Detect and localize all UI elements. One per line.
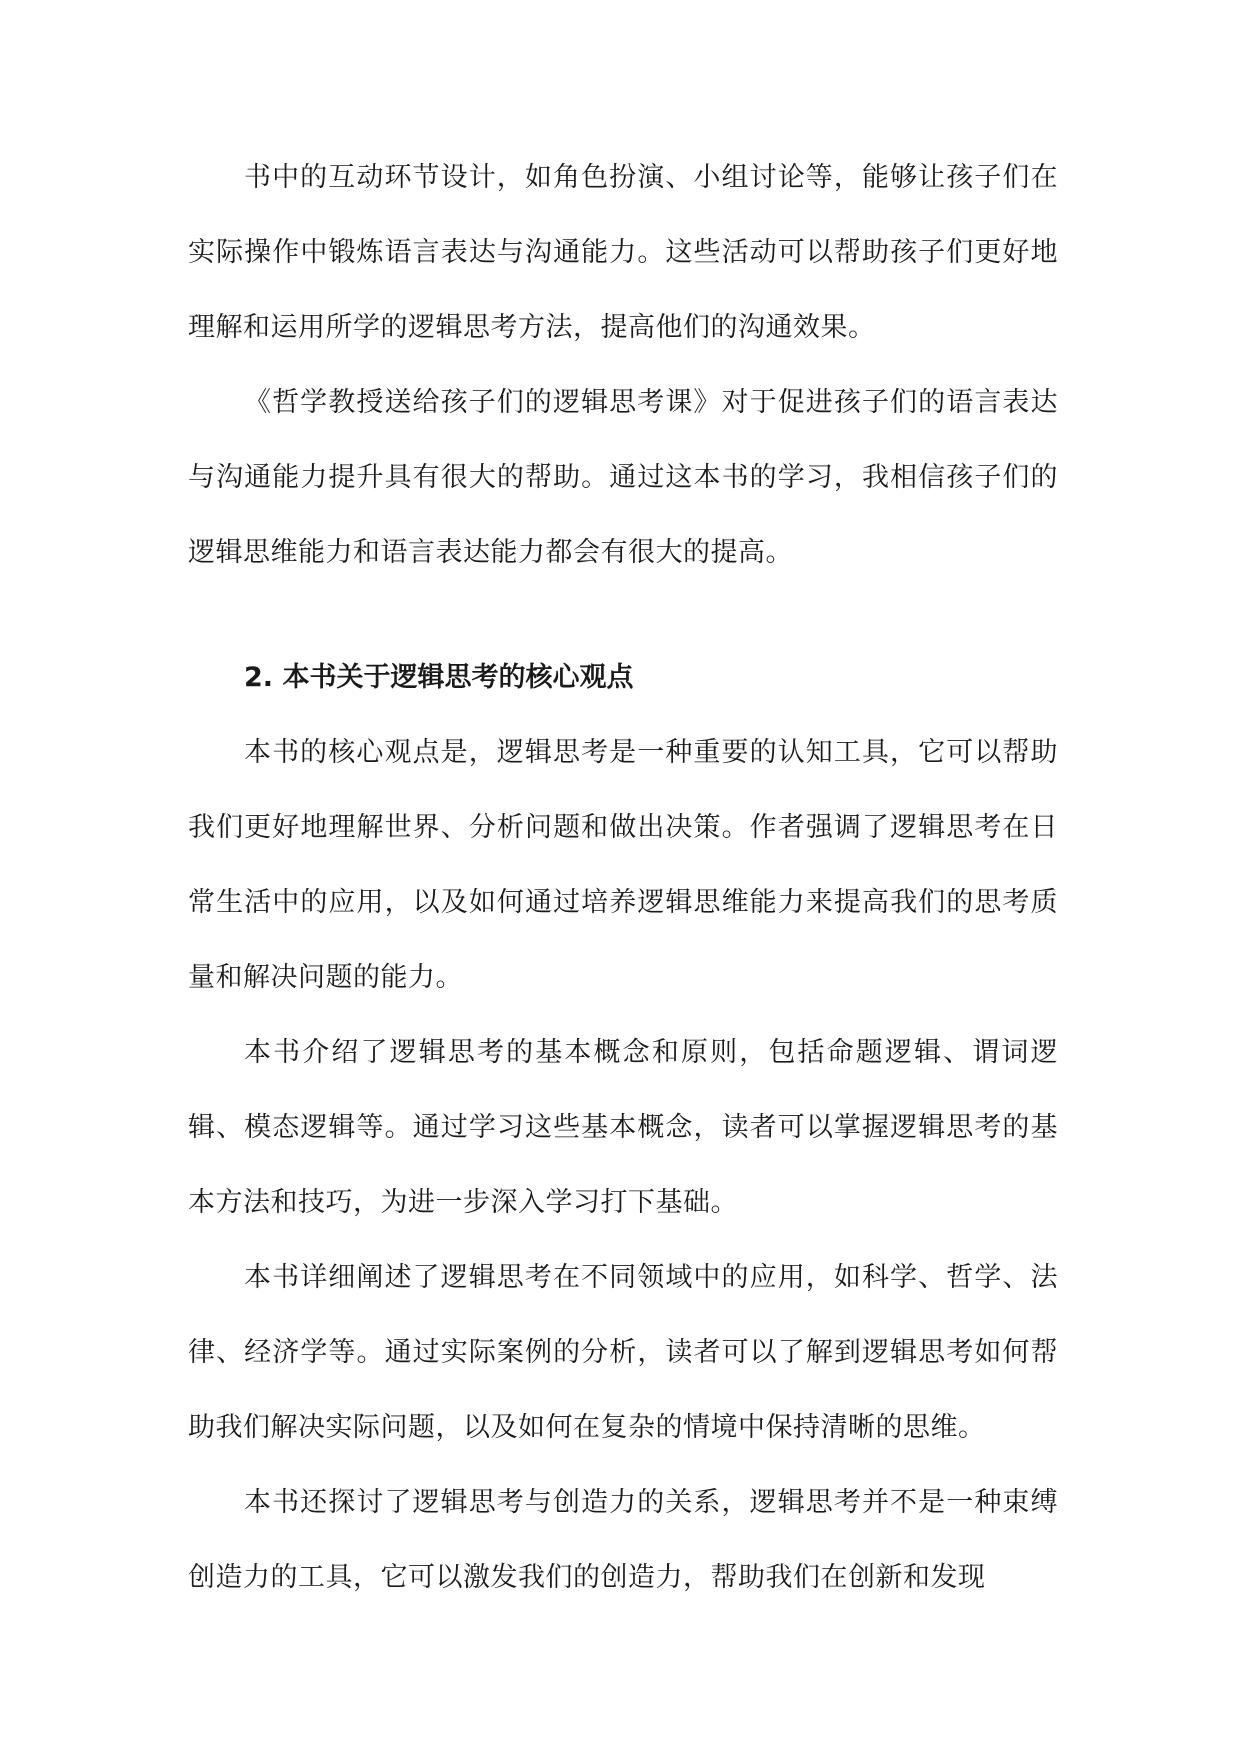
paragraph: 本书还探讨了逻辑思考与创造力的关系，逻辑思考并不是一种束缚创造力的工具，它可以激发我们的创造力，帮助我们在创新和发现 [188,1487,1058,1593]
paragraph: 本书的核心观点是，逻辑思考是一种重要的认知工具，它可以帮助我们更好地理解世界、分析问题和做出决策。作者强调了逻辑思考在日常生活中的应用，以及如何通过培养逻辑思维能力来提高我们的思考质量和解决问题的能力。 [188,737,1058,993]
document-body [188,140,1058,1615]
paragraph: 《哲学教授送给孩子们的逻辑思考课》对于促进孩子们的语言表达与沟通能力提升具有很大的帮助。通过这本书的学习，我相信孩子们的逻辑思维能力和语言表达能力都会有很大的提高。 [188,387,1058,568]
paragraph: 本书详细阐述了逻辑思考在不同领域中的应用，如科学、哲学、法律、经济学等。通过实际案例的分析，读者可以了解到逻辑思考如何帮助我们解决实际问题，以及如何在复杂的情境中保持清晰的思维。 [188,1262,1058,1443]
paragraph: 书中的互动环节设计，如角色扮演、小组讨论等，能够让孩子们在实际操作中锻炼语言表达与沟通能力。这些活动可以帮助孩子们更好地理解和运用所学的逻辑思考方法，提高他们的沟通效果。 [188,162,1058,343]
paragraph: 本书介绍了逻辑思考的基本概念和原则，包括命题逻辑、谓词逻辑、模态逻辑等。通过学习这些基本概念，读者可以掌握逻辑思考的基本方法和技巧，为进一步深入学习打下基础。 [188,1037,1058,1218]
section-heading: 2. 本书关于逻辑思考的核心观点 [244,662,634,693]
